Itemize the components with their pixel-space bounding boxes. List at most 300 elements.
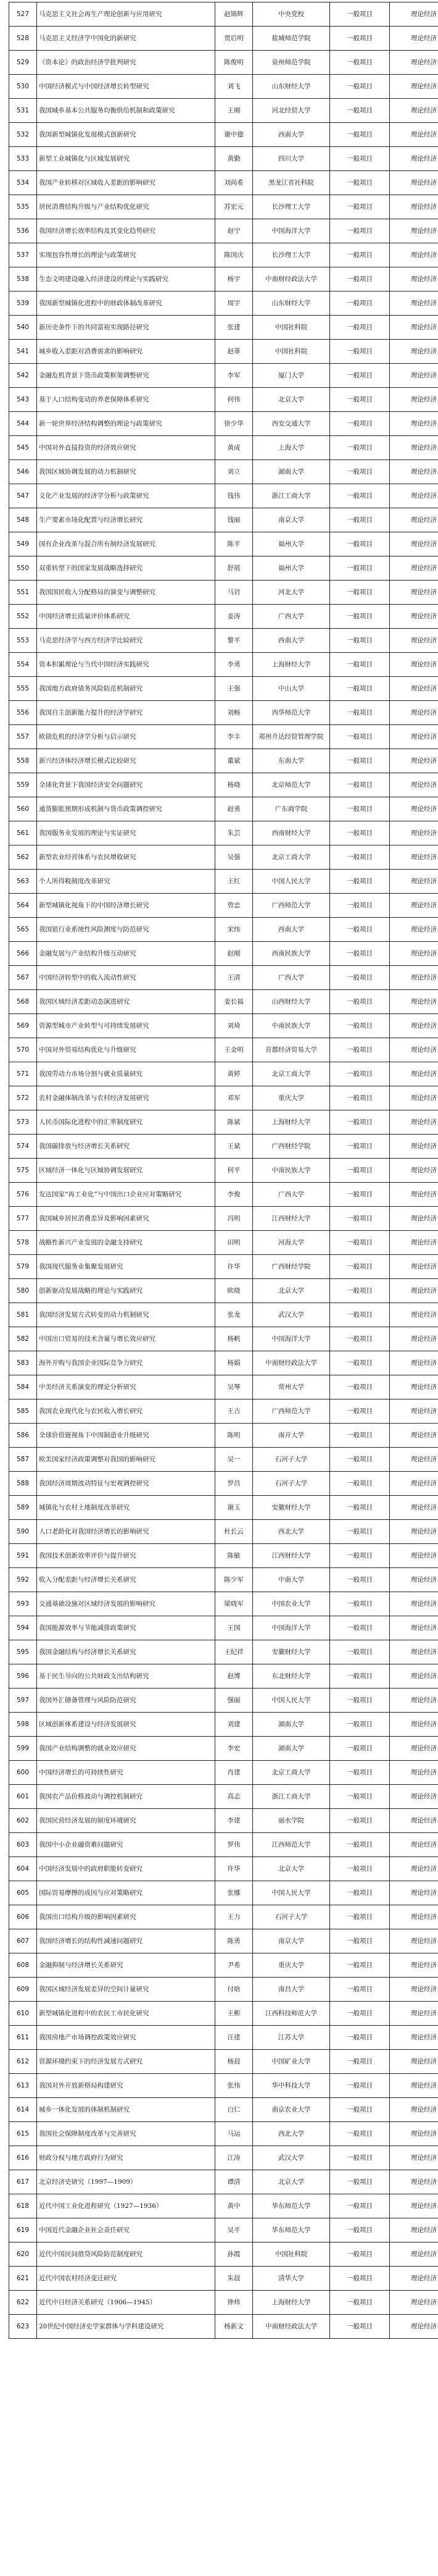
organization: 河海大学 xyxy=(253,1231,330,1255)
organization: 武汉大学 xyxy=(253,2146,330,2170)
applicant-name: 王金明 xyxy=(215,1038,253,1062)
subject-category: 理论经济 xyxy=(390,1833,438,1857)
row-number: 576 xyxy=(9,1183,37,1207)
organization: 南开大学 xyxy=(253,1424,330,1448)
subject-category: 理论经济 xyxy=(390,918,438,942)
row-number: 571 xyxy=(9,1062,37,1086)
subject-category: 理论经济 xyxy=(390,412,438,436)
organization: 南京大学 xyxy=(253,1929,330,1953)
project-type: 一般项目 xyxy=(330,1664,390,1689)
project-type: 一般项目 xyxy=(330,1472,390,1496)
organization: 江西科技师范大学 xyxy=(253,2002,330,2026)
project-type: 一般项目 xyxy=(330,1761,390,1785)
table-row xyxy=(9,75,438,99)
subject-category: 理论经济 xyxy=(390,123,438,147)
row-number: 618 xyxy=(9,2194,37,2218)
table-row xyxy=(9,99,438,123)
table-row xyxy=(9,1737,438,1761)
table-row xyxy=(9,581,438,605)
applicant-name: 谢中德 xyxy=(215,123,253,147)
applicant-name: 王彬 xyxy=(215,2002,253,2026)
organization: 丽水学院 xyxy=(253,1809,330,1833)
project-type: 一般项目 xyxy=(330,701,390,725)
applicant-name: 杨帆 xyxy=(215,1327,253,1351)
subject-category: 理论经济 xyxy=(390,1881,438,1905)
project-type: 一般项目 xyxy=(330,1978,390,2002)
project-title: 我国经济发展方式转变的动力机制研究 xyxy=(37,1303,215,1327)
row-number: 595 xyxy=(9,1640,37,1664)
row-number: 538 xyxy=(9,267,37,292)
row-number: 554 xyxy=(9,653,37,677)
organization: 黑龙江省社科院 xyxy=(253,171,330,195)
project-type: 一般项目 xyxy=(330,2194,390,2218)
applicant-name: 张伟 xyxy=(215,2074,253,2098)
row-number: 556 xyxy=(9,701,37,725)
table-row xyxy=(9,364,438,388)
table-row xyxy=(9,243,438,267)
organization: 上海财经大学 xyxy=(253,653,330,677)
table-row xyxy=(9,436,438,460)
row-number: 567 xyxy=(9,966,37,990)
subject-category: 理论经济 xyxy=(390,27,438,51)
table-row xyxy=(9,725,438,749)
subject-category: 理论经济 xyxy=(390,1279,438,1303)
project-type: 一般项目 xyxy=(330,2098,390,2122)
row-number: 546 xyxy=(9,460,37,484)
subject-category: 理论经济 xyxy=(390,2050,438,2074)
project-title: 我国技术创新效率评价与提升研究 xyxy=(37,1544,215,1568)
project-title: 基于民生导向的公共财政支出结构研究 xyxy=(37,1664,215,1689)
project-type: 一般项目 xyxy=(330,2170,390,2194)
applicant-name: 赵菲 xyxy=(215,340,253,364)
row-number: 616 xyxy=(9,2146,37,2170)
row-number: 577 xyxy=(9,1207,37,1231)
project-type: 一般项目 xyxy=(330,508,390,532)
organization: 中南民族大学 xyxy=(253,1159,330,1183)
project-title: 我国国民收入分配格局的演变与调整研究 xyxy=(37,581,215,605)
subject-category: 理论经济 xyxy=(390,1785,438,1809)
row-number: 588 xyxy=(9,1472,37,1496)
organization: 首都经济贸易大学 xyxy=(253,1038,330,1062)
project-title: 我国对外开放新格局构建研究 xyxy=(37,2074,215,2098)
applicant-name: 钱伟 xyxy=(215,484,253,508)
subject-category: 理论经济 xyxy=(390,340,438,364)
applicant-name: 王力 xyxy=(215,1905,253,1929)
subject-category: 理论经济 xyxy=(390,1905,438,1929)
applicant-name: 朱芸 xyxy=(215,821,253,845)
project-title: 我国产业结构调整的就业效应研究 xyxy=(37,1737,215,1761)
subject-category: 理论经济 xyxy=(390,1664,438,1689)
subject-category: 理论经济 xyxy=(390,243,438,267)
project-type: 一般项目 xyxy=(330,2002,390,2026)
row-number: 581 xyxy=(9,1303,37,1327)
applicant-name: 李俊 xyxy=(215,1183,253,1207)
table-row xyxy=(9,845,438,870)
project-title: 基于人口结构变动的养老保障体系研究 xyxy=(37,388,215,412)
applicant-name: 王吉 xyxy=(215,1399,253,1424)
project-type: 一般项目 xyxy=(330,966,390,990)
row-number: 540 xyxy=(9,316,37,340)
applicant-name: 张建 xyxy=(215,316,253,340)
organization: 浙江工商大学 xyxy=(253,484,330,508)
row-number: 533 xyxy=(9,147,37,171)
subject-category: 理论经济 xyxy=(390,701,438,725)
applicant-name: 黄婷 xyxy=(215,1062,253,1086)
organization: 南京大学 xyxy=(253,508,330,532)
organization: 厦门大学 xyxy=(253,364,330,388)
table-row xyxy=(9,2315,438,2339)
project-title: 马克思经济学与西方经济学比较研究 xyxy=(37,629,215,653)
row-number: 600 xyxy=(9,1761,37,1785)
organization: 江西财经大学 xyxy=(253,1544,330,1568)
table-body xyxy=(9,2,438,2339)
subject-category: 理论经济 xyxy=(390,1231,438,1255)
organization: 四川大学 xyxy=(253,147,330,171)
project-type: 一般项目 xyxy=(330,2218,390,2242)
table-row xyxy=(9,2218,438,2242)
project-title: 我国产业转移对区域收入差距的影响研究 xyxy=(37,171,215,195)
organization: 广西财经学院 xyxy=(253,1135,330,1159)
applicant-name: 舒展 xyxy=(215,556,253,581)
applicant-name: 刘立 xyxy=(215,460,253,484)
applicant-name: 何伟 xyxy=(215,388,253,412)
row-number: 528 xyxy=(9,27,37,51)
table-row xyxy=(9,2050,438,2074)
subject-category: 理论经济 xyxy=(390,484,438,508)
row-number: 545 xyxy=(9,436,37,460)
applicant-name: 赵宁 xyxy=(215,219,253,243)
row-number: 574 xyxy=(9,1135,37,1159)
row-number: 585 xyxy=(9,1399,37,1424)
row-number: 584 xyxy=(9,1375,37,1399)
row-number: 572 xyxy=(9,1086,37,1110)
project-title: 区域经济一体化与区域协调发展研究 xyxy=(37,1159,215,1183)
table-row xyxy=(9,1255,438,1279)
project-title: 中国经济发展中的政府职能转变研究 xyxy=(37,1857,215,1881)
project-title: 中国出口贸易的技术含量与增长效应研究 xyxy=(37,1327,215,1351)
organization: 中国农业大学 xyxy=(253,1592,330,1616)
subject-category: 理论经济 xyxy=(390,2098,438,2122)
row-number: 530 xyxy=(9,75,37,99)
project-type: 一般项目 xyxy=(330,1183,390,1207)
subject-category: 理论经济 xyxy=(390,1616,438,1640)
table-row xyxy=(9,894,438,918)
table-row xyxy=(9,2026,438,2050)
project-title: 新型农业经营体系与农民增收研究 xyxy=(37,845,215,870)
subject-category: 理论经济 xyxy=(390,1135,438,1159)
organization: 西南财经大学 xyxy=(253,821,330,845)
applicant-name: 李勇 xyxy=(215,653,253,677)
table-row xyxy=(9,1159,438,1183)
subject-category: 理论经济 xyxy=(390,171,438,195)
table-row xyxy=(9,147,438,171)
subject-category: 理论经济 xyxy=(390,267,438,292)
subject-category: 理论经济 xyxy=(390,1544,438,1568)
row-number: 604 xyxy=(9,1857,37,1881)
subject-category: 理论经济 xyxy=(390,2,438,27)
row-number: 610 xyxy=(9,2002,37,2026)
project-type: 一般项目 xyxy=(330,605,390,629)
applicant-name: 黄勤 xyxy=(215,147,253,171)
table-row xyxy=(9,340,438,364)
organization: 山西财经大学 xyxy=(253,990,330,1014)
applicant-name: 刘琦 xyxy=(215,1014,253,1038)
applicant-name: 王国 xyxy=(215,1616,253,1640)
row-number: 586 xyxy=(9,1424,37,1448)
project-title: 我国服务业发展的理论与实证研究 xyxy=(37,821,215,845)
project-type: 一般项目 xyxy=(330,773,390,797)
project-title: 我国金融结构与经济增长关系研究 xyxy=(37,1640,215,1664)
project-title: 生产要素市场化配置与经济增长研究 xyxy=(37,508,215,532)
table-row xyxy=(9,219,438,243)
project-type: 一般项目 xyxy=(330,918,390,942)
organization: 浙江工商大学 xyxy=(253,1785,330,1809)
applicant-name: 汪建 xyxy=(215,2026,253,2050)
applicant-name: 王刚 xyxy=(215,99,253,123)
row-number: 560 xyxy=(9,797,37,821)
subject-category: 理论经济 xyxy=(390,1327,438,1351)
project-title: 20世纪中国经济史学家群体与学科建设研究 xyxy=(37,2315,215,2339)
project-title: 通货膨胀预期形成机制与货币政策调控研究 xyxy=(37,797,215,821)
row-number: 621 xyxy=(9,2267,37,2291)
project-title: 新一轮世界经济结构调整的理论与政策研究 xyxy=(37,412,215,436)
subject-category: 理论经济 xyxy=(390,797,438,821)
table-row xyxy=(9,1062,438,1086)
project-type: 一般项目 xyxy=(330,821,390,845)
project-type: 一般项目 xyxy=(330,894,390,918)
table-row xyxy=(9,1592,438,1616)
project-title: 新历史条件下的共同富裕实现路径研究 xyxy=(37,316,215,340)
row-number: 536 xyxy=(9,219,37,243)
project-title: 居民消费结构升级与产业结构优化研究 xyxy=(37,195,215,219)
organization: 河北大学 xyxy=(253,581,330,605)
applicant-name: 钟炜 xyxy=(215,2291,253,2315)
applicant-name: 陈俊明 xyxy=(215,51,253,75)
organization: 北京工商大学 xyxy=(253,1761,330,1785)
row-number: 568 xyxy=(9,990,37,1014)
organization: 石河子大学 xyxy=(253,1905,330,1929)
table-row xyxy=(9,412,438,436)
organization: 西北大学 xyxy=(253,1520,330,1544)
project-type: 一般项目 xyxy=(330,292,390,316)
project-title: 我国经济增长效率结构及其变化趋势研究 xyxy=(37,219,215,243)
project-title: 财政分权与地方政府行为研究 xyxy=(37,2146,215,2170)
subject-category: 理论经济 xyxy=(390,821,438,845)
project-title: 交通基础设施对区域经济发展的影响研究 xyxy=(37,1592,215,1616)
table-row xyxy=(9,532,438,556)
organization: 北京工商大学 xyxy=(253,845,330,870)
project-title: 资本积累理论与当代中国经济实践研究 xyxy=(37,653,215,677)
row-number: 566 xyxy=(9,942,37,966)
table-row xyxy=(9,653,438,677)
row-number: 587 xyxy=(9,1448,37,1472)
project-type: 一般项目 xyxy=(330,219,390,243)
table-row xyxy=(9,1424,438,1448)
organization: 江西师范大学 xyxy=(253,1833,330,1857)
project-title: 中国对外直接投资的经济效应研究 xyxy=(37,436,215,460)
row-number: 563 xyxy=(9,870,37,894)
table-row xyxy=(9,797,438,821)
subject-category: 理论经济 xyxy=(390,1737,438,1761)
subject-category: 理论经济 xyxy=(390,1014,438,1038)
subject-category: 理论经济 xyxy=(390,2074,438,2098)
organization: 上海财经大学 xyxy=(253,1110,330,1135)
subject-category: 理论经济 xyxy=(390,1953,438,1978)
project-type: 一般项目 xyxy=(330,2050,390,2074)
row-number: 537 xyxy=(9,243,37,267)
project-title: 人民币国际化进程中的汇率制度研究 xyxy=(37,1110,215,1135)
project-title: 近代中国工业化进程研究（1927—1936） xyxy=(37,2194,215,2218)
subject-category: 理论经济 xyxy=(390,1640,438,1664)
row-number: 569 xyxy=(9,1014,37,1038)
organization: 中国人民大学 xyxy=(253,870,330,894)
project-type: 一般项目 xyxy=(330,2074,390,2098)
subject-category: 理论经济 xyxy=(390,581,438,605)
organization: 长沙理工大学 xyxy=(253,243,330,267)
applicant-name: 王红 xyxy=(215,870,253,894)
table-row xyxy=(9,821,438,845)
organization: 福州大学 xyxy=(253,532,330,556)
applicant-name: 何平 xyxy=(215,1159,253,1183)
organization: 广西师范大学 xyxy=(253,1399,330,1424)
project-type: 一般项目 xyxy=(330,243,390,267)
project-title: 我国银行业系统性风险测度与防范研究 xyxy=(37,918,215,942)
applicant-name: 周宇 xyxy=(215,292,253,316)
applicant-name: 黄成 xyxy=(215,436,253,460)
table-row xyxy=(9,1496,438,1520)
organization: 石河子大学 xyxy=(253,1448,330,1472)
row-number: 623 xyxy=(9,2315,37,2339)
project-title: 我国地方政府债务风险防范机制研究 xyxy=(37,677,215,701)
project-type: 一般项目 xyxy=(330,556,390,581)
subject-category: 理论经济 xyxy=(390,966,438,990)
table-row xyxy=(9,773,438,797)
project-type: 一般项目 xyxy=(330,1038,390,1062)
project-title: 金融抑制与经济增长关系研究 xyxy=(37,1953,215,1978)
subject-category: 理论经济 xyxy=(390,845,438,870)
row-number: 606 xyxy=(9,1905,37,1929)
table-row xyxy=(9,1857,438,1881)
subject-category: 理论经济 xyxy=(390,1448,438,1472)
project-type: 一般项目 xyxy=(330,1351,390,1375)
table-row xyxy=(9,677,438,701)
row-number: 558 xyxy=(9,749,37,773)
table-row xyxy=(9,1978,438,2002)
row-number: 608 xyxy=(9,1953,37,1978)
project-type: 一般项目 xyxy=(330,581,390,605)
project-type: 一般项目 xyxy=(330,195,390,219)
table-row xyxy=(9,1544,438,1568)
applicant-name: 白仁 xyxy=(215,2098,253,2122)
table-row xyxy=(9,1014,438,1038)
organization: 西南民族大学 xyxy=(253,942,330,966)
row-number: 619 xyxy=(9,2218,37,2242)
subject-category: 理论经济 xyxy=(390,942,438,966)
row-number: 564 xyxy=(9,894,37,918)
organization: 常州大学 xyxy=(253,1375,330,1399)
table-row xyxy=(9,1375,438,1399)
applicant-name: 李丰 xyxy=(215,725,253,749)
table-row xyxy=(9,701,438,725)
row-number: 580 xyxy=(9,1279,37,1303)
project-title: 北京经济史研究（1997—1909） xyxy=(37,2170,215,2194)
applicant-name: 李宏 xyxy=(215,1737,253,1761)
applicant-name: 王斌 xyxy=(215,1135,253,1159)
subject-category: 理论经济 xyxy=(390,677,438,701)
table-row xyxy=(9,292,438,316)
project-title: 我国新型城镇化发展模式创新研究 xyxy=(37,123,215,147)
organization: 武汉大学 xyxy=(253,1303,330,1327)
table-row xyxy=(9,1472,438,1496)
row-number: 597 xyxy=(9,1689,37,1713)
project-type: 一般项目 xyxy=(330,340,390,364)
subject-category: 理论经济 xyxy=(390,75,438,99)
project-title: 实现包容性增长的理论与政策研究 xyxy=(37,243,215,267)
project-type: 一般项目 xyxy=(330,1616,390,1640)
applicant-name: 马岩 xyxy=(215,581,253,605)
applicant-name: 赵勇 xyxy=(215,797,253,821)
row-number: 539 xyxy=(9,292,37,316)
subject-category: 理论经济 xyxy=(390,653,438,677)
table-row xyxy=(9,316,438,340)
project-title: 农村金融体制改革与农村经济发展研究 xyxy=(37,1086,215,1110)
project-title: 发达国家“再工业化”与中国出口企业应对策略研究 xyxy=(37,1183,215,1207)
organization: 中央党校 xyxy=(253,2,330,27)
applicant-name: 张龙 xyxy=(215,1303,253,1327)
project-title: 资源型城市产业转型与可持续发展研究 xyxy=(37,1014,215,1038)
subject-category: 理论经济 xyxy=(390,1255,438,1279)
row-number: 596 xyxy=(9,1664,37,1689)
project-type: 一般项目 xyxy=(330,653,390,677)
table-row xyxy=(9,171,438,195)
row-number: 601 xyxy=(9,1785,37,1809)
organization: 北京大学 xyxy=(253,1279,330,1303)
project-type: 一般项目 xyxy=(330,1255,390,1279)
project-title: 城镇化与农村土地制度改革研究 xyxy=(37,1496,215,1520)
subject-category: 理论经济 xyxy=(390,1496,438,1520)
subject-category: 理论经济 xyxy=(390,1520,438,1544)
organization: 南昌大学 xyxy=(253,1978,330,2002)
subject-category: 理论经济 xyxy=(390,1038,438,1062)
row-number: 550 xyxy=(9,556,37,581)
table-row xyxy=(9,556,438,581)
organization: 中国人民大学 xyxy=(253,1689,330,1713)
project-title: 欧债危机的经济学分析与启示研究 xyxy=(37,725,215,749)
project-title: 中国对外贸易结构优化与升级研究 xyxy=(37,1038,215,1062)
row-number: 544 xyxy=(9,412,37,436)
project-type: 一般项目 xyxy=(330,749,390,773)
applicant-name: 欧晓 xyxy=(215,1279,253,1303)
subject-category: 理论经济 xyxy=(390,1375,438,1399)
applicant-name: 朱晨 xyxy=(215,2267,253,2291)
row-number: 598 xyxy=(9,1713,37,1737)
project-title: 我国劳动力市场分割与就业质量研究 xyxy=(37,1062,215,1086)
project-title: 中国经济模式与中国经济增长转型研究 xyxy=(37,75,215,99)
project-title: 欧美国家经济政策调整对我国的影响研究 xyxy=(37,1448,215,1472)
subject-category: 理论经济 xyxy=(390,316,438,340)
subject-category: 理论经济 xyxy=(390,1159,438,1183)
organization: 中南财经政法大学 xyxy=(253,2315,330,2339)
subject-category: 理论经济 xyxy=(390,2146,438,2170)
project-title: 城乡一体化发展的体制机制研究 xyxy=(37,2098,215,2122)
organization: 中国海洋大学 xyxy=(253,1327,330,1351)
applicant-name: 许华 xyxy=(215,1857,253,1881)
subject-category: 理论经济 xyxy=(390,1472,438,1496)
row-number: 562 xyxy=(9,845,37,870)
organization: 北京大学 xyxy=(253,2170,330,2194)
table-row xyxy=(9,870,438,894)
subject-category: 理论经济 xyxy=(390,629,438,653)
